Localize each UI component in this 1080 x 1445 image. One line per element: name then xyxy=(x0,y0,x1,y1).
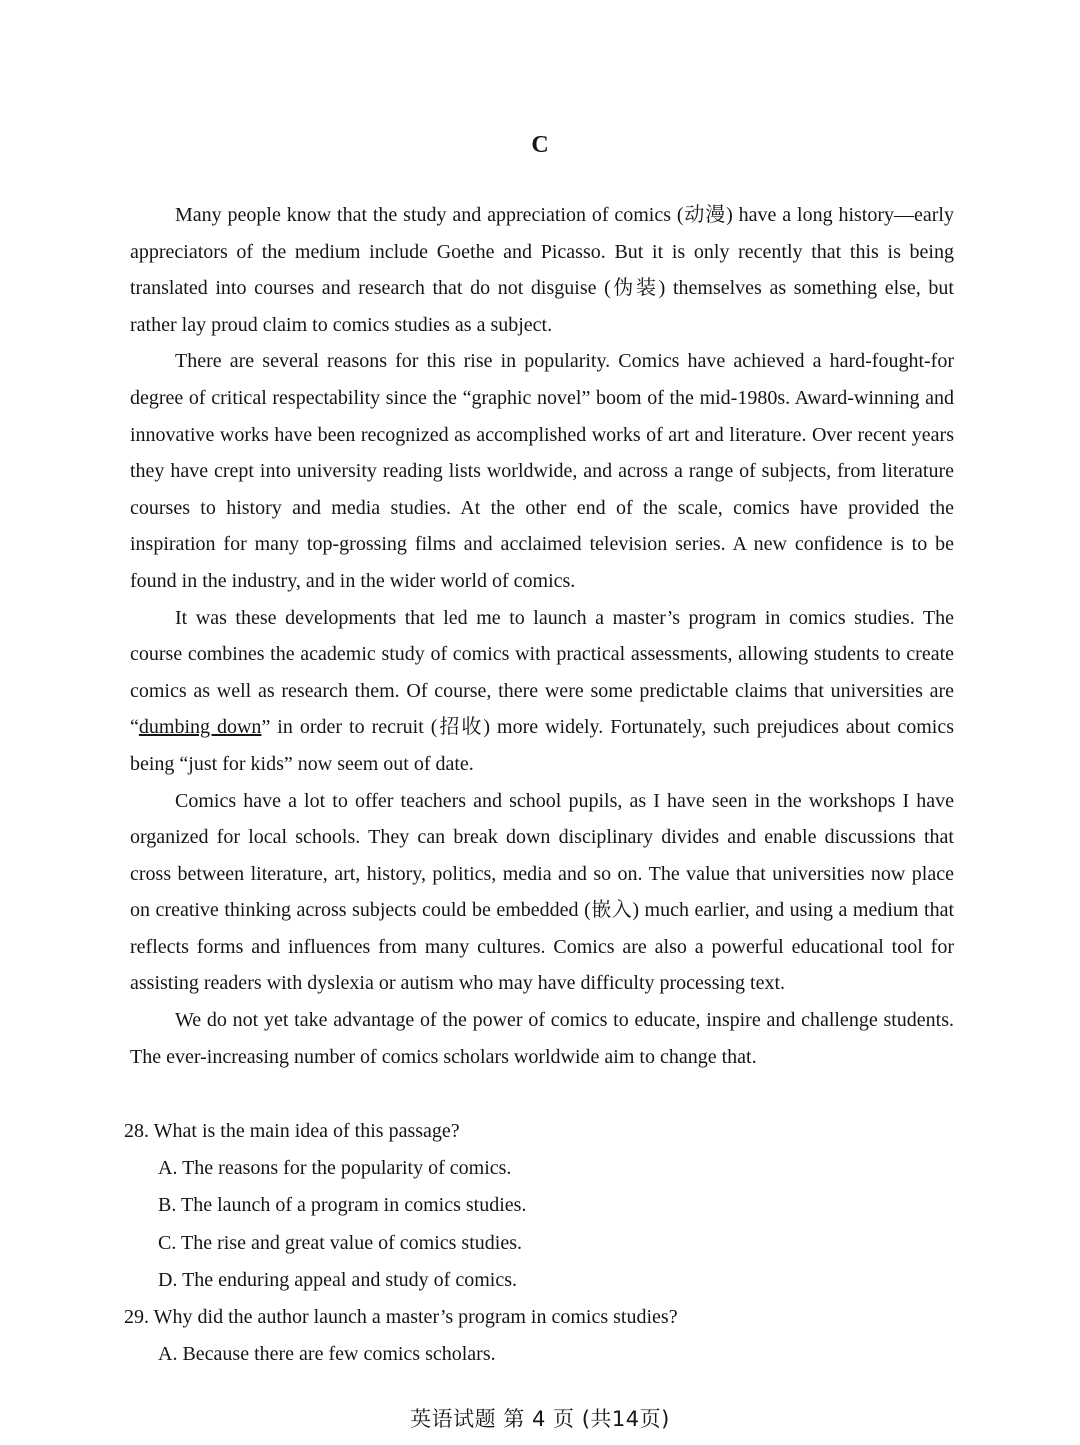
question-stem: 28. What is the main idea of this passage? xyxy=(124,1120,460,1142)
question-stem: 29. Why did the author launch a master’s program in comics studies? xyxy=(124,1306,678,1329)
paragraph-3-text-end: ” in order to recruit (招收) more widely. Fortunately, such prejudices about comics being “just for kids” now seem out of date. xyxy=(130,716,954,775)
passage-paragraph-1: Many people know that the study and appreciation of comics (动漫) have a long history—early appreciators of the medium include Goethe and Picasso. But it is only recently that this is being translated into courses and research that do not disguise (伪装) themselves as something else, but rather lay proud claim to comics studies as a subject. xyxy=(130,204,954,336)
reading-passage xyxy=(130,197,954,1075)
section-title: C xyxy=(531,132,549,158)
option-b: B. The launch of a program in comics studies. xyxy=(158,1194,527,1217)
underlined-phrase: dumbing down xyxy=(138,716,262,739)
question-28 xyxy=(124,1113,954,1299)
passage-paragraph-5: We do not yet take advantage of the power of comics to educate, inspire and challenge students. The ever-increasing number of comics scholars worldwide aim to change that. xyxy=(130,1009,954,1068)
question-list xyxy=(124,1113,954,1373)
passage-paragraph-4: Comics have a lot to offer teachers and school pupils, as I have seen in the workshops I have organized for local schools. They can break down disciplinary divides and enable discussions that cross between literature, art, history, politics, media and so on. The value that universities now place on creative thinking across subjects could be embedded (嵌入) much earlier, and using a medium that reflects forms and influences from many cultures. Comics are also a powerful educational tool for assisting readers with dyslexia or autism who may have difficulty processing text. xyxy=(130,789,954,995)
passage-paragraph-2: There are several reasons for this rise in popularity. Comics have achieved a hard-fought-for degree of critical respectability since the “graphic novel” boom of the mid-1980s. Award-winning and innovative works have been recognized as accomplished works of art and literature. Over recent years they have crept into university reading lists worldwide, and across a range of subjects, from literature courses to history and media studies. At the other end of the scale, comics have provided the inspiration for many top-grossing films and acclaimed television series. A new confidence is to be found in the industry, and in the wider world of comics. xyxy=(130,350,954,592)
passage-paragraph-3 xyxy=(130,600,954,783)
question-29 xyxy=(124,1299,954,1373)
option-d: D. The enduring appeal and study of comics. xyxy=(158,1268,517,1291)
option-a: A. The reasons for the popularity of comics. xyxy=(158,1157,512,1180)
page-footer: 英语试题 第 4 页 (共14页) xyxy=(410,1407,670,1431)
paragraph-3-text-start: It was these developments that led me to launch a master’s program in comics studies. The course combines the academic study of comics with practical assessments, allowing students to create comics as well as research them. Of course, there were some predictable claims that universities are “ xyxy=(130,606,954,739)
option-c: C. The rise and great value of comics studies. xyxy=(158,1231,522,1254)
option-a: A. Because there are few comics scholars. xyxy=(158,1343,496,1366)
